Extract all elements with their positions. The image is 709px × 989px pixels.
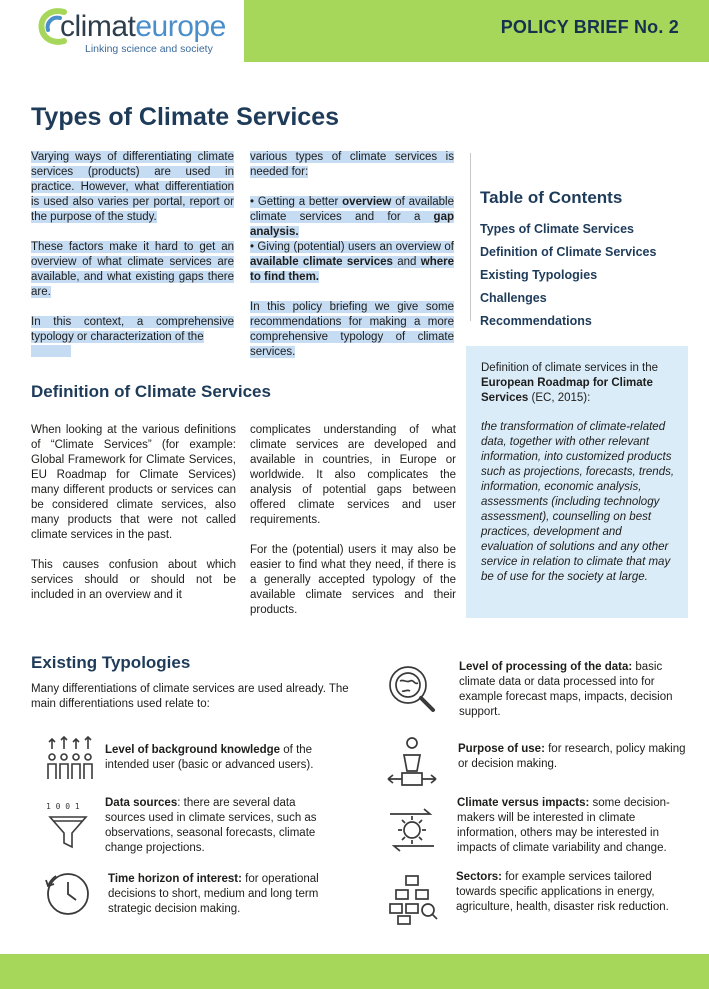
intro-paragraph: These factors make it hard to get an overview of what climate services are available, and what existing gaps there are. xyxy=(31,241,234,298)
typology-item-data-sources: Data sources: there are several data sources used in climate services, such as observations, seasonal forecasts, climate change projections. xyxy=(105,797,317,854)
definition-column-2 xyxy=(250,423,456,633)
clock-icon xyxy=(40,866,96,922)
typologies-intro: Many differentiations of climate services are used already. The main differentiations used relate to: xyxy=(31,683,349,710)
definition-quote: the transformation of climate-related data, together with other relevant information, into customized products such as projections, forecasts, trends, information, economic analysis, assessments (including technology assessment), counselling on best practices, development and evaluation of solutions and any other service in relation to climate that may be of use for the society at large. xyxy=(481,421,675,583)
page-title: Types of Climate Services xyxy=(31,103,340,131)
typology-item-sectors: Sectors: for example services tailored towards specific applications in energy, agriculture, health, disaster risk reduction. xyxy=(456,871,669,913)
section-title-typologies: Existing Typologies xyxy=(31,653,191,672)
globe-magnifier-icon xyxy=(384,661,440,717)
definition-paragraph: When looking at the various definitions of “Climate Services” (for example: Global Framework for Climate Services, EU Roadmap for Climate Services) many different products or services can be considered climate services, also many products that were not called climate services in the past. xyxy=(31,424,236,541)
definition-paragraph: complicates understanding of what climate services are developed and available in countries, in Europe or worldwide. It also complicates the analysis of potential gaps between offered climate services and user requirements. xyxy=(250,424,456,526)
definition-column-1 xyxy=(31,423,236,618)
gear-cycle-icon xyxy=(384,800,440,856)
intro-column-2 xyxy=(250,150,454,375)
highlight-fragment xyxy=(31,345,71,357)
typology-item-processing: Level of processing of the data: basic climate data or data processed into for example forecast maps, impacts, decision support. xyxy=(459,661,673,718)
toc-title: Table of Contents xyxy=(480,188,623,207)
toc-divider xyxy=(470,153,471,321)
people-arrows-icon xyxy=(40,731,96,787)
section-title-definition: Definition of Climate Services xyxy=(31,382,271,401)
typology-item-knowledge: Level of background knowledge of the intended user (basic or advanced users). xyxy=(105,744,314,771)
typology-item-purpose: Purpose of use: for research, policy making or decision making. xyxy=(458,743,686,770)
svg-text:1 0 0 1: 1 0 0 1 xyxy=(46,802,80,811)
definition-paragraph: For the (potential) users it may also be easier to find what they need, if there is a generally accepted typology of the available climate services and their products. xyxy=(250,544,456,616)
logo-tagline: Linking science and society xyxy=(85,43,213,55)
definition-paragraph: This causes confusion about which services should or should not be included in an overview and it xyxy=(31,559,236,601)
intro-closing: In this policy briefing we give some recommendations for making a more comprehensive typology of climate services. xyxy=(250,301,454,358)
bullet-item: • Getting a better overview of available climate services and for a gap analysis. xyxy=(250,196,454,238)
intro-column-1 xyxy=(31,150,234,357)
typology-item-climate-impacts: Climate versus impacts: some decision-makers will be interested in climate information, others may be interested in impacts of climate variability and change. xyxy=(457,797,670,854)
typology-item-time-horizon: Time horizon of interest: for operational decisions to short, medium and long term strategic decision making. xyxy=(108,873,319,915)
toc-item-typologies[interactable]: Existing Typologies xyxy=(480,268,598,282)
intro-paragraph: Varying ways of differentiating climate services (products) are used in practice. However, what differentiation is used also varies per portal, report or the purpose of the study. xyxy=(31,151,234,223)
climateurope-logo xyxy=(36,4,246,58)
definition-lead: Definition of climate services in the European Roadmap for Climate Services (EC, 2015): xyxy=(481,362,659,404)
toc-item-types[interactable]: Types of Climate Services xyxy=(480,222,635,236)
footer-green-band xyxy=(0,954,709,989)
logo-wordmark: climateurope xyxy=(60,10,226,43)
toc-item-challenges[interactable]: Challenges xyxy=(480,291,547,305)
sector-blocks-icon xyxy=(384,870,440,926)
funnel-data-icon xyxy=(40,797,96,853)
person-crossroads-icon xyxy=(384,733,440,789)
toc-item-definition[interactable]: Definition of Climate Services xyxy=(480,245,657,259)
intro-paragraph: In this context, a comprehensive typology or characterization of the xyxy=(31,316,234,343)
policy-brief-label: POLICY BRIEF No. 2 xyxy=(500,17,679,37)
definition-box-text xyxy=(481,361,677,585)
intro-lead: various types of climate services is needed for: xyxy=(250,151,454,178)
toc-item-recommendations[interactable]: Recommendations xyxy=(480,314,592,328)
bullet-item: • Giving (potential) users an overview of available climate services and where to find them. xyxy=(250,241,455,283)
